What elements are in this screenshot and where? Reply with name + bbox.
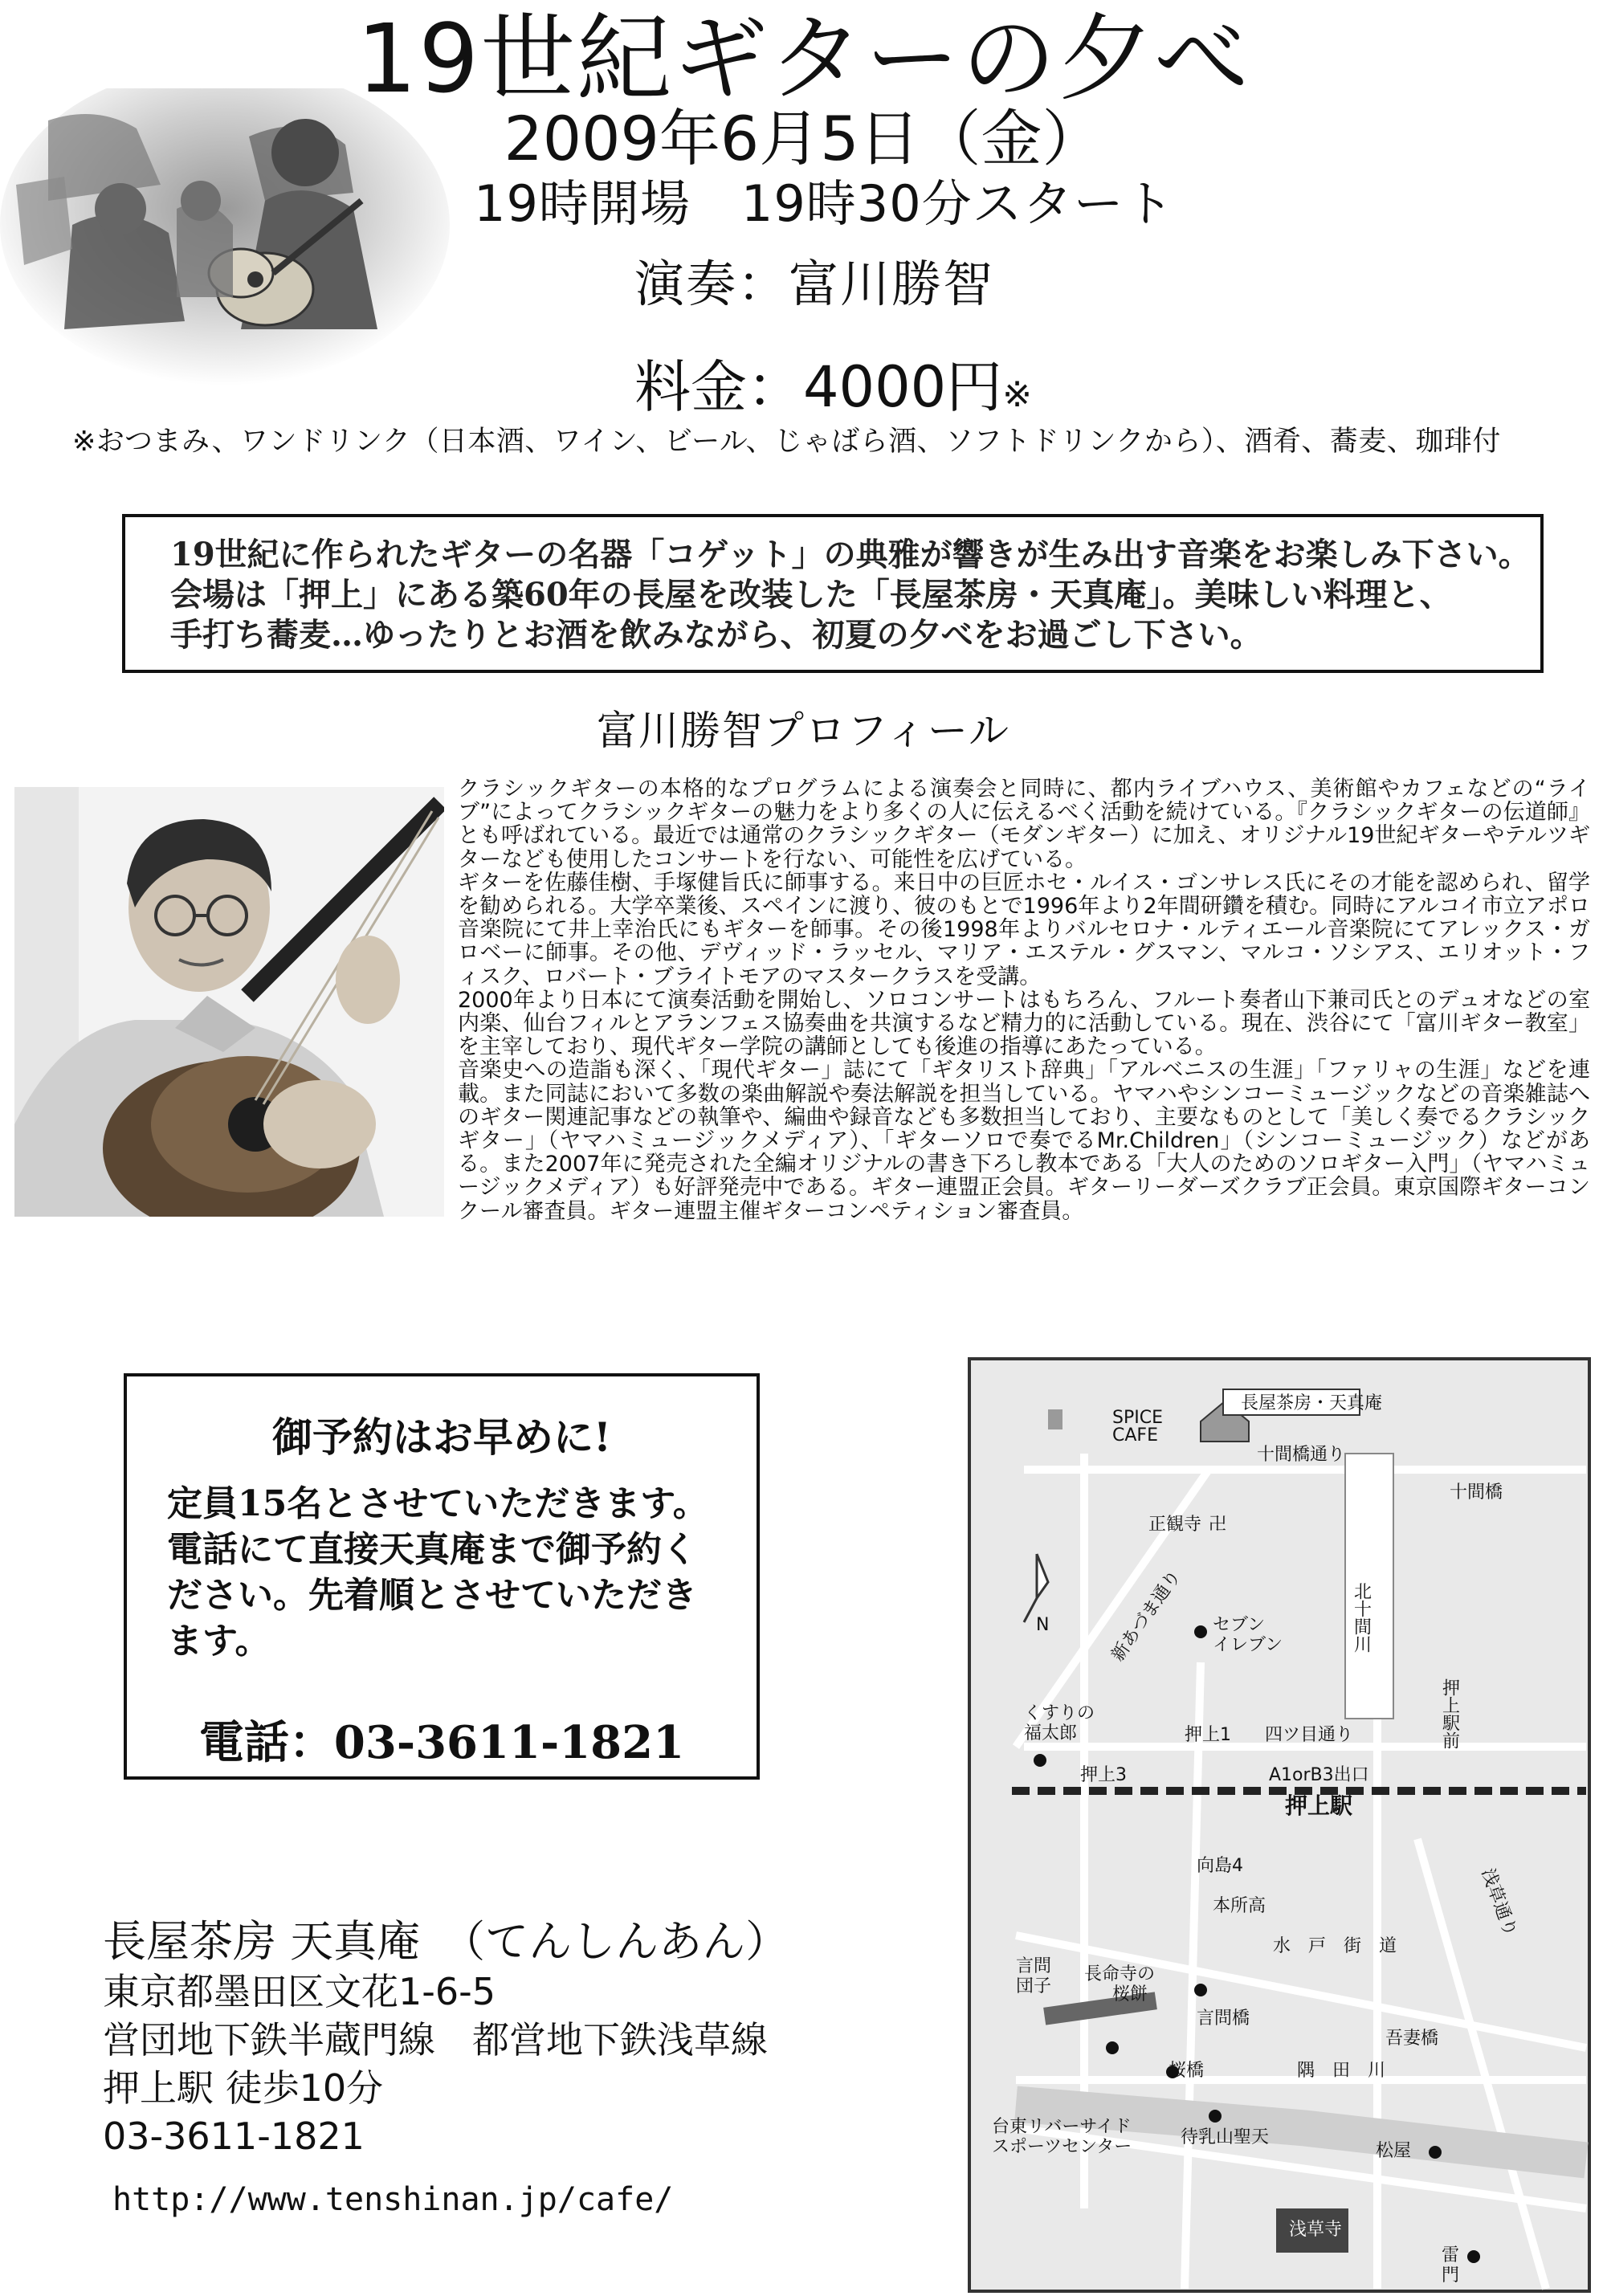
- map-oshiage-ekimae: 押上駅前: [1439, 1678, 1460, 1749]
- map-shokanji: 正観寺: [1148, 1515, 1202, 1535]
- map-sakurabashi: 桜橋: [1169, 2061, 1205, 2081]
- map-shop-label: 長屋茶房・天真庵: [1241, 1393, 1383, 1413]
- map-mukojima: 向島4: [1197, 1856, 1243, 1876]
- map-seven2: イレブン: [1213, 1635, 1283, 1655]
- access-map: [968, 1357, 1591, 2293]
- map-sensoji: 浅草寺: [1289, 2220, 1343, 2240]
- profile-heading: 富川勝智プロフィール: [597, 708, 1010, 754]
- profile-bio: [458, 777, 1590, 1223]
- map-shokanji-mark: 卍: [1209, 1515, 1227, 1535]
- venue-address: 東京都墨田区文花1-6-5: [103, 1970, 496, 2013]
- venue-station: 押上駅 徒歩10分: [103, 2066, 384, 2110]
- map-taito1: 台東リバーサイド: [992, 2117, 1132, 2137]
- event-title: 19世紀ギターの夕べ: [357, 3, 1250, 114]
- map-chomeiji2: 桜餅: [1112, 1984, 1148, 2004]
- map-kusuri2: 福太郎: [1024, 1723, 1078, 1743]
- fee-mark: ※: [1002, 374, 1033, 415]
- intro-line: 会場は「押上」にある築60年の長屋を改装した「長屋茶房・天真庵」。美味しい料理と、: [170, 576, 1452, 614]
- map-kitajukken: 北十間川: [1351, 1582, 1372, 1653]
- bio-paragraph: クラシックギターの本格的なプログラムによる演奏会と同時に、都内ライブハウス、美術館やカフェなどの“ライブ”によってクラシックギターの魅力をより多くの人に伝えるべく活動を続けている。『クラシックギターの伝道師』とも呼ばれている。最近では通常のクラシックギター（モダンギター）に加え、オリジナル19世紀ギターやテルツギターなども使用したコンサートを行ない、可能性を広げている。: [458, 777, 1590, 872]
- bio-paragraph: 2000年より日本にて演奏活動を開始し、ソロコンサートはもちろん、フルート奏者山下兼司氏とのデュオなどの室内楽、仙台フィルとアランフェス協奏曲を共演するなど精力的に活動している。現在、渋谷にて「富川ギター教室」を主宰しており、現代ギター学院の講師としても後進の指導にあたっている。: [458, 987, 1590, 1060]
- event-date: 2009年6月5日（金）: [504, 103, 1103, 174]
- map-kaminari1: 雷: [1442, 2245, 1460, 2265]
- performer-photo: [14, 787, 444, 1217]
- intro-line: 19世紀に作られたギターの名器「コゲット」の典雅が響きが生み出す音楽をお楽しみ下さい。: [170, 536, 1531, 573]
- fee: [634, 353, 1032, 429]
- map-mito: 水 戸 街 道: [1273, 1936, 1397, 1956]
- map-kototoibashi: 言問橋: [1197, 2008, 1250, 2029]
- map-oshiage3: 押上3: [1080, 1765, 1127, 1785]
- venue-url[interactable]: http://www.tenshinan.jp/cafe/: [112, 2181, 674, 2218]
- bio-paragraph: 音楽史への造詣も深く、「現代ギター」誌にて「ギタリスト辞典」「アルベニスの生涯」「ファリャの生涯」などを連載。また同誌において多数の楽曲解説や奏法解説を担当している。ヤマハやシンコーミュージックなどの音楽雑誌へのギター関連記事などの執筆や、編曲や録音なども多数担当しており、主要なものとして「美しく奏でるクラシックギター」（ヤマハミュージックメディア）、「ギターソロで奏でるMr.Children」（シンコーミュージック）などがある。また2007年に発売された全編オリジナルの書き下ろし教本である「大人のためのソロギター入門」（ヤマハミュージックメディア）も好評発売中である。ギター連盟正会員。ギターリーダーズクラブ正会員。東京国際ギターコンクール審査員。ギター連盟主催ギターコンペティション審査員。: [458, 1058, 1590, 1224]
- map-north: N: [1036, 1615, 1050, 1635]
- map-honjo: 本所高: [1213, 1896, 1266, 1916]
- map-shin-azuma: 新あづま通り: [1107, 1566, 1185, 1666]
- venue-name: 長屋茶房 天真庵 （てんしんあん）: [103, 1916, 789, 1967]
- map-kototoi2: 団子: [1016, 1976, 1052, 1996]
- performer: 演奏：富川勝智: [634, 255, 995, 313]
- map-kaminari2: 門: [1442, 2265, 1460, 2286]
- reservation-box: [124, 1373, 760, 1780]
- venue-phone[interactable]: 03-3611-1821: [103, 2115, 365, 2158]
- map-asakusa-dori: 浅草通り: [1477, 1866, 1520, 1939]
- map-yotsume: 四ツ目通り: [1265, 1725, 1354, 1745]
- reservation-phone[interactable]: 電話：03-3611-1821: [198, 1716, 685, 1769]
- map-spice: SPICE: [1112, 1408, 1163, 1428]
- reservation-heading: 御予約はお早めに!: [272, 1413, 611, 1461]
- fee-note: ※おつまみ、ワンドリンク（日本酒、ワイン、ビール、じゃばら酒、ソフトドリンクから）、酒肴、蕎麦、珈琲付: [72, 426, 1501, 458]
- intro-line: 手打ち蕎麦…ゆったりとお酒を飲みながら、初夏の夕べをお過ごし下さい。: [170, 616, 1262, 654]
- map-jukkenbashi-dori: 十間橋通り: [1257, 1445, 1346, 1465]
- map-kototoi1: 言問: [1016, 1956, 1052, 1976]
- venue-train-lines: 営団地下鉄半蔵門線 都営地下鉄浅草線: [103, 2018, 768, 2062]
- map-exit: A1orB3出口: [1269, 1765, 1369, 1785]
- map-chomeiji1: 長命寺の: [1084, 1964, 1156, 1984]
- intro-box: [122, 514, 1544, 673]
- reservation-body: 定員15名とさせていただきます。電話にて直接天真庵まで御予約ください。先着順とさせていただきます。: [167, 1483, 708, 1662]
- map-matsuya: 松屋: [1376, 2141, 1412, 2161]
- map-matsuchiyama: 待乳山聖天: [1181, 2127, 1270, 2147]
- venue-details: [103, 1968, 768, 2160]
- fee-label: 料金：4000円: [634, 354, 1003, 420]
- map-azumabashi: 吾妻橋: [1385, 2029, 1439, 2049]
- map-kusuri1: くすりの: [1024, 1703, 1095, 1723]
- map-cafe: CAFE: [1112, 1425, 1158, 1446]
- map-taito2: スポーツセンター: [992, 2137, 1132, 2157]
- map-oshiage1: 押上1: [1185, 1725, 1231, 1745]
- event-hours: 19時開場 19時30分スタート: [474, 174, 1175, 233]
- map-jukkenbashi: 十間橋: [1450, 1482, 1503, 1503]
- bio-paragraph: ギターを佐藤佳樹、手塚健旨氏に師事する。来日中の巨匠ホセ・ルイス・ゴンサレス氏にその才能を認められ、留学を勧められる。大学卒業後、スペインに渡り、彼のもとで1996年より2年間研鑽を積む。同時にアルコイ市立アポロ音楽院にて井上幸治氏にもギターを師事。その後1998年よりバルセロナ・ルティエール音楽院にてアレックス・ガロベーに師事。その他、デヴィッド・ラッセル、マリア・エステル・グスマン、マルコ・ソシアス、エリオット・フィスク、ロバート・ブライトモアのマスタークラスを受講。: [458, 870, 1590, 989]
- map-seven1: セブン: [1213, 1615, 1266, 1635]
- map-sumida: 隅 田 川: [1297, 2061, 1386, 2081]
- map-station: 押上駅: [1285, 1792, 1353, 1819]
